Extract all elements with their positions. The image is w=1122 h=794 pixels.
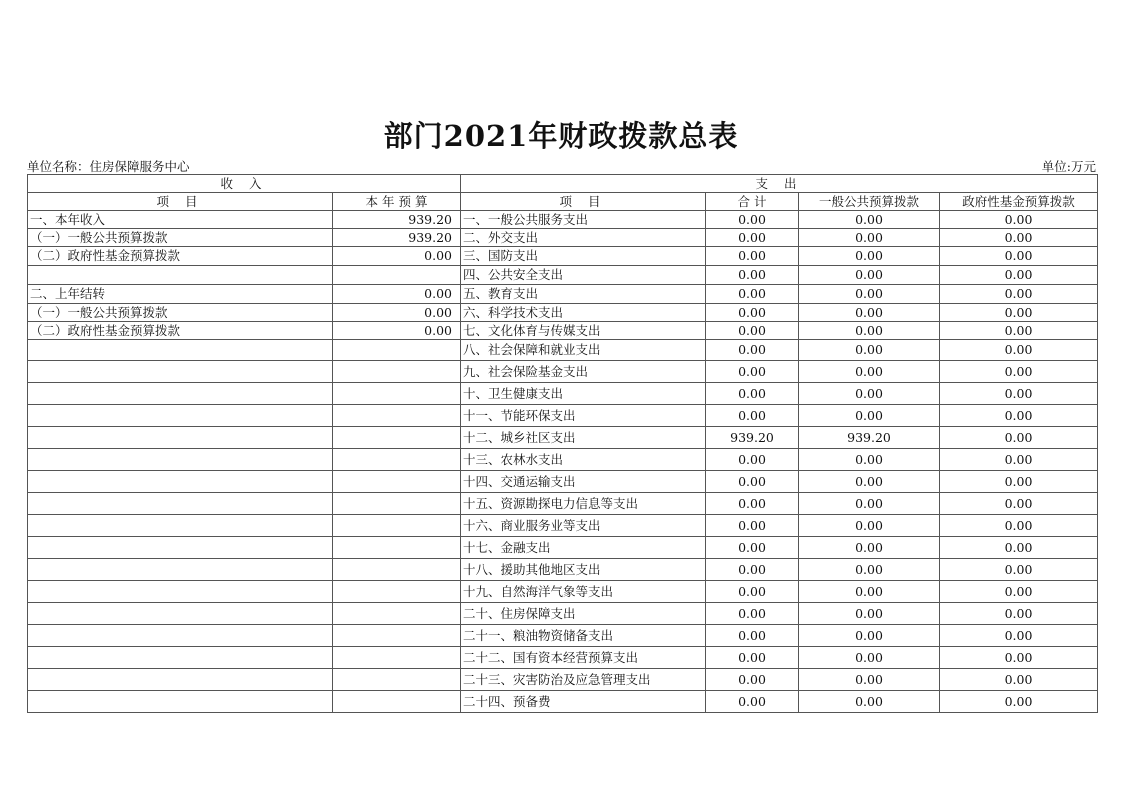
income-item-cell (28, 647, 333, 669)
expense-item-cell: 五、教育支出 (461, 285, 706, 304)
income-item-cell: （一）一般公共预算拨款 (28, 304, 333, 322)
income-item-header: 项 目 (28, 193, 333, 211)
expense-fund-cell: 0.00 (940, 247, 1098, 266)
table-row (28, 515, 1098, 537)
expense-item-cell: 十三、农林水支出 (461, 449, 706, 471)
expense-item-cell: 二十二、国有资本经营预算支出 (461, 647, 706, 669)
income-budget-cell: 0.00 (333, 322, 461, 340)
expense-item-cell: 十六、商业服务业等支出 (461, 515, 706, 537)
table-row (28, 322, 1098, 340)
expense-total-cell: 0.00 (706, 361, 799, 383)
expense-general-cell: 0.00 (799, 266, 940, 285)
expense-general-cell: 0.00 (799, 449, 940, 471)
income-item-cell (28, 427, 333, 449)
expense-total-cell: 0.00 (706, 537, 799, 559)
expense-total-cell: 0.00 (706, 515, 799, 537)
expense-general-cell: 0.00 (799, 229, 940, 247)
table-row (28, 383, 1098, 405)
expense-total-cell: 0.00 (706, 405, 799, 427)
income-item-cell (28, 493, 333, 515)
expense-general-cell: 0.00 (799, 285, 940, 304)
table-row (28, 427, 1098, 449)
page-title: 部门2021年财政拨款总表 (383, 119, 739, 153)
expense-total-cell: 0.00 (706, 471, 799, 493)
expense-general-cell: 0.00 (799, 361, 940, 383)
expense-item-cell: 三、国防支出 (461, 247, 706, 266)
expense-item-cell: 十二、城乡社区支出 (461, 427, 706, 449)
expense-item-cell: 四、公共安全支出 (461, 266, 706, 285)
table-row (28, 647, 1098, 669)
income-item-cell (28, 669, 333, 691)
expense-total-cell: 0.00 (706, 581, 799, 603)
income-budget-cell (333, 427, 461, 449)
table-row (28, 405, 1098, 427)
table-row (28, 559, 1098, 581)
table-row (28, 691, 1098, 713)
expense-fund-cell: 0.00 (940, 427, 1098, 449)
expense-general-cell: 0.00 (799, 537, 940, 559)
expense-fund-cell: 0.00 (940, 603, 1098, 625)
expense-item-cell: 二十四、预备费 (461, 691, 706, 713)
expense-general-cell: 0.00 (799, 691, 940, 713)
expense-item-cell: 六、科学技术支出 (461, 304, 706, 322)
unit-label: 单位:万元 (1041, 159, 1096, 174)
expense-total-cell: 0.00 (706, 493, 799, 515)
income-item-cell (28, 405, 333, 427)
expense-general-cell: 0.00 (799, 625, 940, 647)
expense-fund-cell: 0.00 (940, 340, 1098, 361)
income-item-cell (28, 625, 333, 647)
expense-fund-cell: 0.00 (940, 559, 1098, 581)
table-row (28, 340, 1098, 361)
expense-general-cell: 0.00 (799, 247, 940, 266)
header-row-sections (28, 175, 1098, 193)
table-row (28, 669, 1098, 691)
income-budget-cell (333, 266, 461, 285)
expense-general-cell: 0.00 (799, 405, 940, 427)
expense-item-cell: 二、外交支出 (461, 229, 706, 247)
expense-total-cell: 0.00 (706, 559, 799, 581)
table-row (28, 625, 1098, 647)
income-budget-cell (333, 647, 461, 669)
table-row (28, 581, 1098, 603)
expense-total-cell: 0.00 (706, 211, 799, 229)
expense-total-cell: 0.00 (706, 669, 799, 691)
table-row (28, 603, 1098, 625)
expense-general-cell: 0.00 (799, 559, 940, 581)
table-row (28, 247, 1098, 266)
income-item-cell (28, 383, 333, 405)
table-row (28, 229, 1098, 247)
expense-item-cell: 十八、援助其他地区支出 (461, 559, 706, 581)
expense-item-cell: 十、卫生健康支出 (461, 383, 706, 405)
expense-total-cell: 0.00 (706, 266, 799, 285)
income-budget-cell (333, 559, 461, 581)
expense-total-cell: 0.00 (706, 603, 799, 625)
expense-total-cell: 0.00 (706, 229, 799, 247)
expense-total-cell: 0.00 (706, 625, 799, 647)
expense-item-cell: 八、社会保障和就业支出 (461, 340, 706, 361)
expense-item-cell: 十四、交通运输支出 (461, 471, 706, 493)
total-header: 合 计 (706, 193, 799, 211)
income-section-header: 收 入 (28, 175, 461, 193)
expense-fund-cell: 0.00 (940, 266, 1098, 285)
expense-fund-cell: 0.00 (940, 405, 1098, 427)
income-item-cell (28, 537, 333, 559)
general-budget-header: 一般公共预算拨款 (799, 193, 940, 211)
income-budget-cell (333, 471, 461, 493)
expense-total-cell: 0.00 (706, 647, 799, 669)
income-budget-cell (333, 669, 461, 691)
income-item-cell: （一）一般公共预算拨款 (28, 229, 333, 247)
income-item-cell (28, 515, 333, 537)
expense-item-cell: 二十三、灾害防治及应急管理支出 (461, 669, 706, 691)
income-budget-cell (333, 493, 461, 515)
income-budget-cell (333, 625, 461, 647)
expense-fund-cell: 0.00 (940, 515, 1098, 537)
expense-general-cell: 0.00 (799, 647, 940, 669)
fund-budget-header: 政府性基金预算拨款 (940, 193, 1098, 211)
expense-general-cell: 0.00 (799, 581, 940, 603)
expense-total-cell: 939.20 (706, 427, 799, 449)
income-budget-cell (333, 361, 461, 383)
income-item-cell (28, 559, 333, 581)
expense-fund-cell: 0.00 (940, 322, 1098, 340)
income-budget-cell (333, 515, 461, 537)
expense-item-cell: 二十一、粮油物资储备支出 (461, 625, 706, 647)
expense-fund-cell: 0.00 (940, 471, 1098, 493)
income-item-cell (28, 266, 333, 285)
table-row (28, 449, 1098, 471)
expense-fund-cell: 0.00 (940, 383, 1098, 405)
expense-total-cell: 0.00 (706, 322, 799, 340)
appropriation-table (27, 174, 1098, 713)
income-budget-cell (333, 537, 461, 559)
expense-fund-cell: 0.00 (940, 211, 1098, 229)
table-row (28, 493, 1098, 515)
expense-fund-cell: 0.00 (940, 691, 1098, 713)
header-row-columns (28, 193, 1098, 211)
expense-fund-cell: 0.00 (940, 229, 1098, 247)
income-item-cell: （二）政府性基金预算拨款 (28, 247, 333, 266)
expense-fund-cell: 0.00 (940, 647, 1098, 669)
income-budget-cell (333, 603, 461, 625)
income-item-cell (28, 581, 333, 603)
income-budget-cell (333, 691, 461, 713)
expense-general-cell: 939.20 (799, 427, 940, 449)
expense-fund-cell: 0.00 (940, 669, 1098, 691)
expense-fund-cell: 0.00 (940, 304, 1098, 322)
income-budget-cell (333, 340, 461, 361)
expense-item-cell: 十五、资源勘探电力信息等支出 (461, 493, 706, 515)
income-budget-cell (333, 449, 461, 471)
expense-fund-cell: 0.00 (940, 537, 1098, 559)
expense-item-cell: 十一、节能环保支出 (461, 405, 706, 427)
income-item-cell (28, 340, 333, 361)
table-row (28, 304, 1098, 322)
expense-item-cell: 一、一般公共服务支出 (461, 211, 706, 229)
income-item-cell (28, 471, 333, 493)
income-item-cell (28, 691, 333, 713)
expense-general-cell: 0.00 (799, 304, 940, 322)
income-budget-cell (333, 581, 461, 603)
expense-fund-cell: 0.00 (940, 361, 1098, 383)
expense-fund-cell: 0.00 (940, 449, 1098, 471)
expense-total-cell: 0.00 (706, 449, 799, 471)
expense-item-cell: 九、社会保险基金支出 (461, 361, 706, 383)
expense-general-cell: 0.00 (799, 669, 940, 691)
income-budget-cell (333, 405, 461, 427)
expense-general-cell: 0.00 (799, 471, 940, 493)
expense-item-cell: 十七、金融支出 (461, 537, 706, 559)
expense-general-cell: 0.00 (799, 493, 940, 515)
expense-total-cell: 0.00 (706, 340, 799, 361)
expense-total-cell: 0.00 (706, 304, 799, 322)
expense-item-cell: 七、文化体育与传媒支出 (461, 322, 706, 340)
expense-item-cell: 十九、自然海洋气象等支出 (461, 581, 706, 603)
income-budget-cell: 0.00 (333, 304, 461, 322)
income-item-cell (28, 361, 333, 383)
unit-name: 单位名称：住房保障服务中心 (27, 159, 190, 174)
table-row (28, 285, 1098, 304)
income-budget-header: 本 年 预 算 (333, 193, 461, 211)
expense-total-cell: 0.00 (706, 691, 799, 713)
income-item-cell: （二）政府性基金预算拨款 (28, 322, 333, 340)
expense-fund-cell: 0.00 (940, 493, 1098, 515)
income-budget-cell: 0.00 (333, 247, 461, 266)
expense-total-cell: 0.00 (706, 383, 799, 405)
expense-general-cell: 0.00 (799, 603, 940, 625)
table-row (28, 361, 1098, 383)
expense-general-cell: 0.00 (799, 211, 940, 229)
expense-total-cell: 0.00 (706, 285, 799, 304)
table-row (28, 471, 1098, 493)
income-item-cell (28, 603, 333, 625)
expense-general-cell: 0.00 (799, 322, 940, 340)
income-budget-cell: 0.00 (333, 285, 461, 304)
expense-total-cell: 0.00 (706, 247, 799, 266)
income-item-cell: 一、本年收入 (28, 211, 333, 229)
table-row (28, 211, 1098, 229)
expense-item-cell: 二十、住房保障支出 (461, 603, 706, 625)
expense-section-header: 支 出 (461, 175, 1098, 193)
expense-general-cell: 0.00 (799, 383, 940, 405)
expense-item-header: 项 目 (461, 193, 706, 211)
income-budget-cell (333, 383, 461, 405)
income-item-cell: 二、上年结转 (28, 285, 333, 304)
table-row (28, 537, 1098, 559)
expense-general-cell: 0.00 (799, 515, 940, 537)
income-budget-cell: 939.20 (333, 211, 461, 229)
expense-fund-cell: 0.00 (940, 285, 1098, 304)
table-row (28, 266, 1098, 285)
expense-fund-cell: 0.00 (940, 625, 1098, 647)
income-budget-cell: 939.20 (333, 229, 461, 247)
income-item-cell (28, 449, 333, 471)
expense-fund-cell: 0.00 (940, 581, 1098, 603)
expense-general-cell: 0.00 (799, 340, 940, 361)
